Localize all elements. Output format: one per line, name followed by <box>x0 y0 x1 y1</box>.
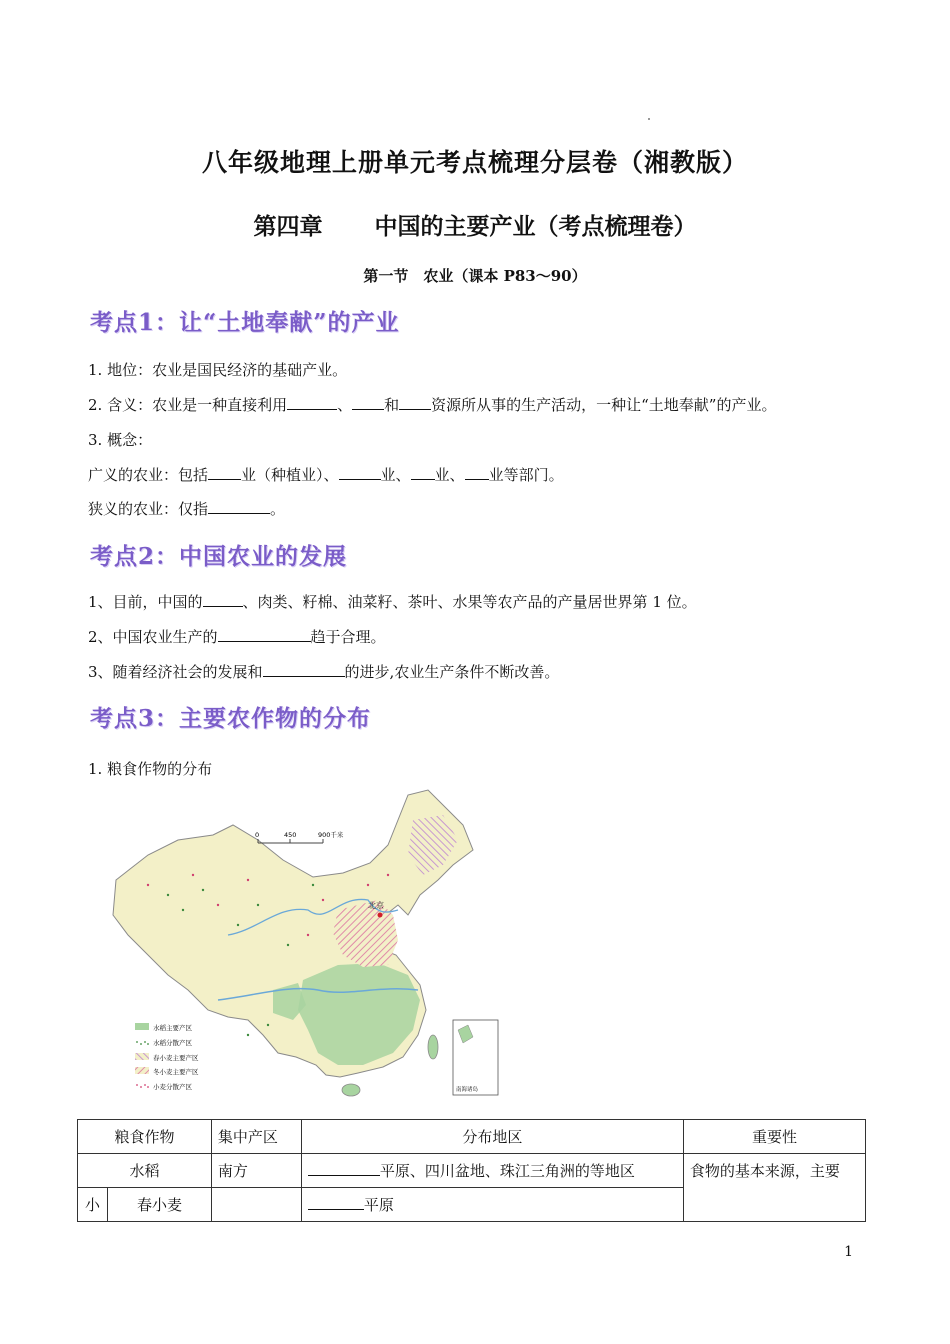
map-svg <box>108 785 503 1100</box>
table-cell-crop: 春小麦 <box>108 1188 212 1222</box>
svg-text:450: 450 <box>284 831 297 839</box>
svg-text:水稻分散产区: 水稻分散产区 <box>153 1039 192 1047</box>
k1-line5: 狭义的农业：仅指 。 <box>88 500 286 518</box>
chapter-title: 第四章 中国的主要产业（考点梳理卷） <box>253 213 697 240</box>
k1-line3: 3. 概念： <box>88 431 153 449</box>
table-header-cell: 分布地区 <box>301 1120 683 1154</box>
kaodian2-heading: 考点2：中国农业的发展 <box>90 543 348 570</box>
table-row <box>78 1154 866 1188</box>
grain-crops-table <box>77 1119 866 1222</box>
grain-distribution-map <box>108 785 503 1100</box>
k1-line1: 1. 地位：农业是国民经济的基础产业。 <box>88 361 348 379</box>
k2-line3: 3、随着经济社会的发展和 的进步,农业生产条件不断改善。 <box>88 663 560 681</box>
section-title: 第一节 农业（课本 P83～90） <box>363 267 587 285</box>
map-legend <box>135 1023 199 1091</box>
south-china-sea-inset <box>453 1020 498 1095</box>
svg-text:南海诸岛: 南海诸岛 <box>456 1087 479 1093</box>
svg-text:春小麦主要产区: 春小麦主要产区 <box>153 1054 199 1062</box>
k2-line2: 2、中国农业生产的 趋于合理。 <box>88 628 386 646</box>
table-header-cell: 重要性 <box>683 1120 865 1154</box>
table-cell-dist: 平原 <box>301 1188 683 1222</box>
table-cell-area: 南方 <box>211 1154 301 1188</box>
table-cell-group: 小 <box>78 1188 108 1222</box>
hainan-island <box>342 1084 360 1096</box>
stray-mark <box>648 118 650 120</box>
k3-line1: 1. 粮食作物的分布 <box>88 760 213 778</box>
k2-line1: 1、目前，中国的 、肉类、籽棉、油菜籽、茶叶、水果等农产品的产量居世界第 1 位。 <box>88 593 697 611</box>
table-cell-area <box>211 1188 301 1222</box>
table-cell-dist: 平原、四川盆地、珠江三角洲的等地区 <box>301 1154 683 1188</box>
svg-text:900千米: 900千米 <box>318 831 344 839</box>
svg-text:冬小麦主要产区: 冬小麦主要产区 <box>153 1068 199 1076</box>
table-header-cell: 集中产区 <box>211 1120 301 1154</box>
beijing-marker <box>378 913 383 918</box>
table-header-row <box>78 1120 866 1154</box>
table-header-cell: 粮食作物 <box>78 1120 212 1154</box>
kaodian1-heading: 考点1：让“土地奉献”的产业 <box>90 309 400 336</box>
scale-bar <box>255 830 344 843</box>
k1-line2: 2. 含义：农业是一种直接利用 、 和 资源所从事的生产活动，一种让“土地奉献”的产业。 <box>88 396 777 414</box>
taiwan-island <box>428 1035 438 1059</box>
k1-line4: 广义的农业：包括 业（种植业）、 业、 业、 业等部门。 <box>88 466 564 484</box>
table-cell-importance: 食物的基本来源，主要 <box>683 1154 865 1222</box>
table-cell-crop: 水稻 <box>78 1154 212 1188</box>
svg-text:水稻主要产区: 水稻主要产区 <box>153 1024 192 1032</box>
page-number: 1 <box>844 1244 853 1260</box>
doc-title: 八年级地理上册单元考点梳理分层卷（湘教版） <box>201 148 748 177</box>
svg-text:小麦分散产区: 小麦分散产区 <box>153 1083 192 1091</box>
kaodian3-heading: 考点3：主要农作物的分布 <box>90 705 372 732</box>
svg-text:0: 0 <box>255 831 260 839</box>
beijing-label: 北京 <box>368 901 384 910</box>
